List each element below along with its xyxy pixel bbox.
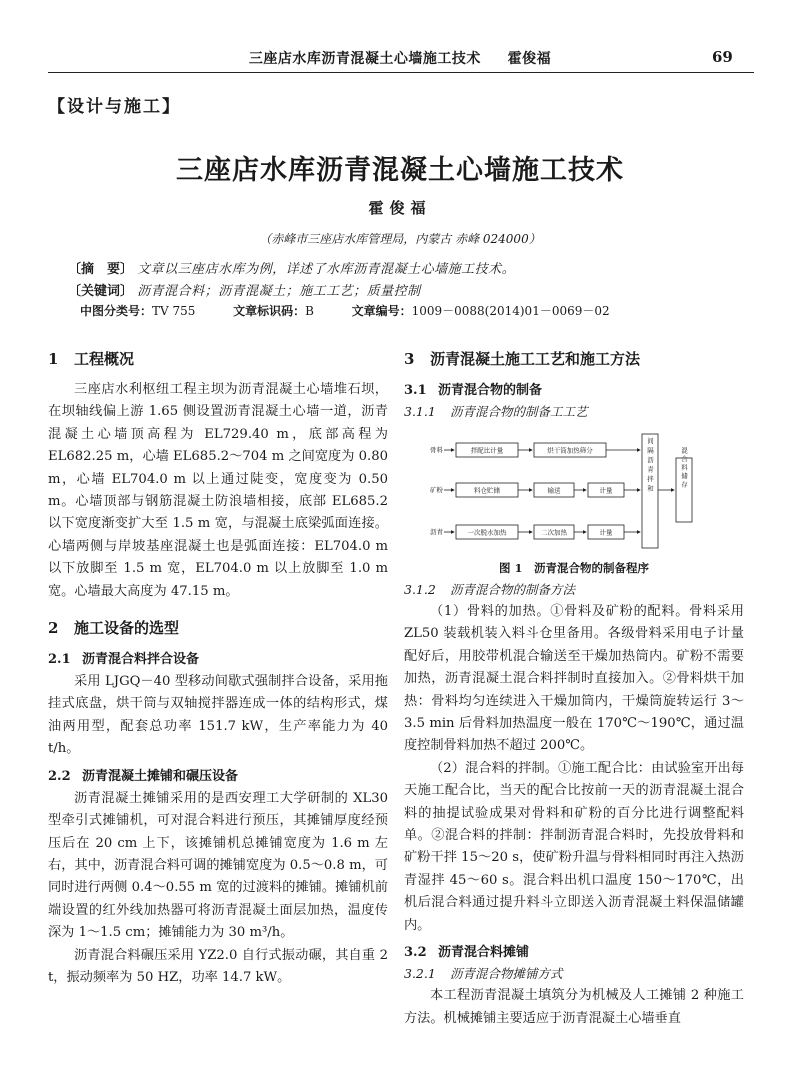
box-mixer-label: 间隔沥青拌和 — [646, 437, 654, 495]
box-asphalt-reheat-label: 二次加热 — [541, 528, 567, 537]
section-3-2-1-number: 3.2.1 — [404, 966, 436, 982]
section-2-title: 施工设备的选型 — [74, 619, 180, 638]
section-3-1-1-title: 沥青混合物的制备工工艺 — [450, 404, 588, 419]
figure-1-caption: 图 1 沥青混合物的制备程序 — [498, 561, 649, 575]
clc-value: TV 755 — [152, 304, 196, 318]
section-2-2-paragraph-2: 沥青混合料碾压采用 YZ2.0 自行式振动碾，其自重 2 t，振动频率为 50 HZ，功率 14.7 kW。 — [48, 947, 388, 985]
section-1-heading — [48, 348, 388, 369]
box-asphalt-weighing-label: 计量 — [599, 528, 613, 537]
section-2-2-paragraph-1: 沥青混凝土摊铺采用的是西安理工大学研制的 XL30 型牵引式摊铺机，可对混合料进行预压，其摊铺厚度经预压后在 20 cm 上下，该摊铺机总摊铺宽度为 1.6 m 左右，其中，沥青混合料可调的摊铺宽度为 0.5～0.8 m，可同时进行两侧 0.4～0.55 m 宽的过渡料的摊铺。摊铺机前端设置的红外线加热器可将沥青混凝土面层加热，温度传深为 1～1.5 cm；摊铺能力为 30 m³/h。 — [48, 790, 388, 941]
section-3-2-1-title: 沥青混合物摊铺方式 — [450, 966, 563, 982]
section-3-1-title: 沥青混合物的制备 — [438, 383, 543, 398]
section-2-number: 2 — [48, 619, 59, 638]
article-author: 霍俊福 — [368, 199, 432, 217]
abstract-text: 文章以三座店水库为例，详述了水库沥青混凝土心墙施工技术。 — [137, 262, 516, 277]
keywords-line — [68, 280, 421, 299]
section-2-1-title: 沥青混合料拌合设备 — [82, 652, 200, 668]
abstract-label: 〔摘 要〕 — [68, 262, 134, 277]
page-number: 69 — [712, 48, 733, 66]
classification-line — [80, 302, 610, 319]
section-2-1-paragraph: 采用 LJGQ－40 型移动间歇式强制拌合设备，采用拖挂式底盘，烘干筒与双轴搅拌器连成一体的结构形式，煤油两用型，配套总功率 151.7 kW，生产率能力为 40 t/h。 — [48, 674, 388, 757]
doc-code-label: 文章标识码： — [233, 304, 306, 318]
clc-label: 中图分类号： — [80, 304, 153, 318]
box-aggregate-batching-label: 拌配比计量 — [470, 446, 504, 455]
section-3-2-heading — [404, 941, 744, 960]
box-dryer-screening-label: 烘干筒加热筛分 — [547, 446, 593, 455]
row-label-asphalt: 沥青 — [430, 528, 443, 536]
section-3-1-1-number: 3.1.1 — [404, 404, 436, 419]
section-3-1-2-heading — [404, 580, 744, 598]
section-3-1-1-heading — [404, 402, 744, 420]
section-3-1-2-paragraph-2: （2）混合料的拌制。①施工配合比：由试验室开出每天施工配合比，当天的配合比按前一天的沥青混凝土混合料的抽提试验成果对骨料和矿粉的百分比进行调整配料单。②混合料的拌制：拌制沥青混合料时，先投放骨料和矿粉干拌 15～20 s，使矿粉升温与骨料相同时再注入热沥青湿拌 45～60 s。混合料出机口温度 150～170℃，出机后混合料通过提升料斗立即送入沥青混凝土料保温储罐内。 — [404, 760, 744, 933]
section-2-2-heading — [48, 765, 388, 784]
section-2-1-heading — [48, 648, 388, 667]
section-3-1-2-paragraph-1: （1）骨料的加热。①骨料及矿粉的配料。骨料采用 ZL50 装载机装入料斗仓里备用。各级骨料采用电子计量配好后，用胶带机混合输送至干燥加热筒内。矿粉不需要加热，沥青混凝土混合料拌制时直接加入。②骨料烘干加热：骨料均匀连续进入干燥加筒内，干燥筒旋转运行 3～3.5 min 后骨料加热温度一般在 170℃～190℃，通过温度控制骨料加热不超过 200℃。 — [404, 604, 744, 754]
row-label-aggregate: 骨料 — [430, 446, 443, 454]
abstract-line — [68, 258, 515, 277]
section-3-2-number: 3.2 — [404, 945, 427, 961]
row-label-filler: 矿粉 — [430, 486, 443, 494]
article-number-label: 文章编号： — [351, 304, 412, 318]
section-3-1-heading — [404, 379, 744, 398]
section-3-1-2-title: 沥青混合物的制备方法 — [450, 582, 576, 597]
section-2-1-number: 2.1 — [48, 652, 71, 668]
doc-code-value: B — [305, 304, 314, 318]
section-tag: 【设计与施工】 — [48, 97, 181, 117]
box-storage-label: 混合料储存 — [680, 446, 688, 490]
right-column — [404, 342, 744, 1030]
keywords-label: 〔关键词〕 — [68, 284, 134, 299]
box-filler-conveying-label: 输送 — [547, 486, 561, 495]
article-title: 三座店水库沥青混凝土心墙施工技术 — [176, 155, 624, 186]
figure-1-flowchart — [404, 426, 744, 558]
section-3-heading — [404, 348, 744, 369]
section-3-2-title: 沥青混合料摊铺 — [438, 945, 530, 961]
section-3-2-1-heading — [404, 964, 744, 982]
section-1-number: 1 — [48, 350, 59, 368]
section-3-1-2-number: 3.1.2 — [404, 582, 436, 597]
section-2-heading — [48, 617, 388, 638]
section-2-2-title: 沥青混凝土摊铺和碾压设备 — [82, 768, 239, 784]
section-3-2-1-paragraph: 本工程沥青混凝土填筑分为机械及人工摊铺 2 种施工方法。机械摊铺主要适应于沥青混凝土心墙垂直 — [404, 988, 744, 1026]
section-2-2-number: 2.2 — [48, 768, 71, 784]
box-filler-weighing-label: 计量 — [599, 486, 613, 495]
left-column — [48, 342, 388, 989]
box-filler-silo-label: 料仓贮储 — [474, 486, 500, 495]
article-number-value: 1009－0088(2014)01－0069－02 — [411, 304, 610, 318]
running-header — [0, 48, 800, 68]
running-author: 霍俊福 — [507, 51, 552, 67]
header-rule — [48, 72, 754, 73]
box-asphalt-dewater-label: 一次脱水加热 — [467, 528, 507, 537]
section-1-paragraph: 三座店水利枢纽工程主坝为沥青混凝土心墙堆石坝，在坝轴线偏上游 1.65 侧设置沥青混凝土心墙一道，沥青混凝土心墙顶高程为 EL729.40 m，底部高程为 EL682.25 m，心墙 EL685.2～704 m 之间宽度为 0.80 m，心墙 EL704.0 m 以上通过陡变，宽度变为 0.50 m。心墙顶部与钢筋混凝土防浪墙相接，底部 EL685.2 以下宽度渐变扩大至 1.5 m 宽，与混凝土底梁弧面连接。心墙两侧与岸坡基座混凝土也是弧面连接：EL704.0 m 以下放脚至 1.5 m 宽，EL704.0 m 以上放脚至 1.0 m 宽。心墙最大高度为 47.15 m。 — [48, 382, 388, 599]
keywords-text: 沥青混合料；沥青混凝土；施工工艺；质量控制 — [137, 284, 421, 299]
section-3-number: 3 — [404, 350, 415, 368]
section-3-1-number: 3.1 — [404, 383, 427, 398]
section-3-title: 沥青混凝土施工工艺和施工方法 — [430, 350, 641, 368]
running-title: 三座店水库沥青混凝土心墙施工技术 — [248, 51, 481, 67]
section-1-title: 工程概况 — [74, 350, 135, 368]
author-affiliation: （赤峰市三座店水库管理局，内蒙古 赤峰 024000） — [259, 232, 541, 246]
